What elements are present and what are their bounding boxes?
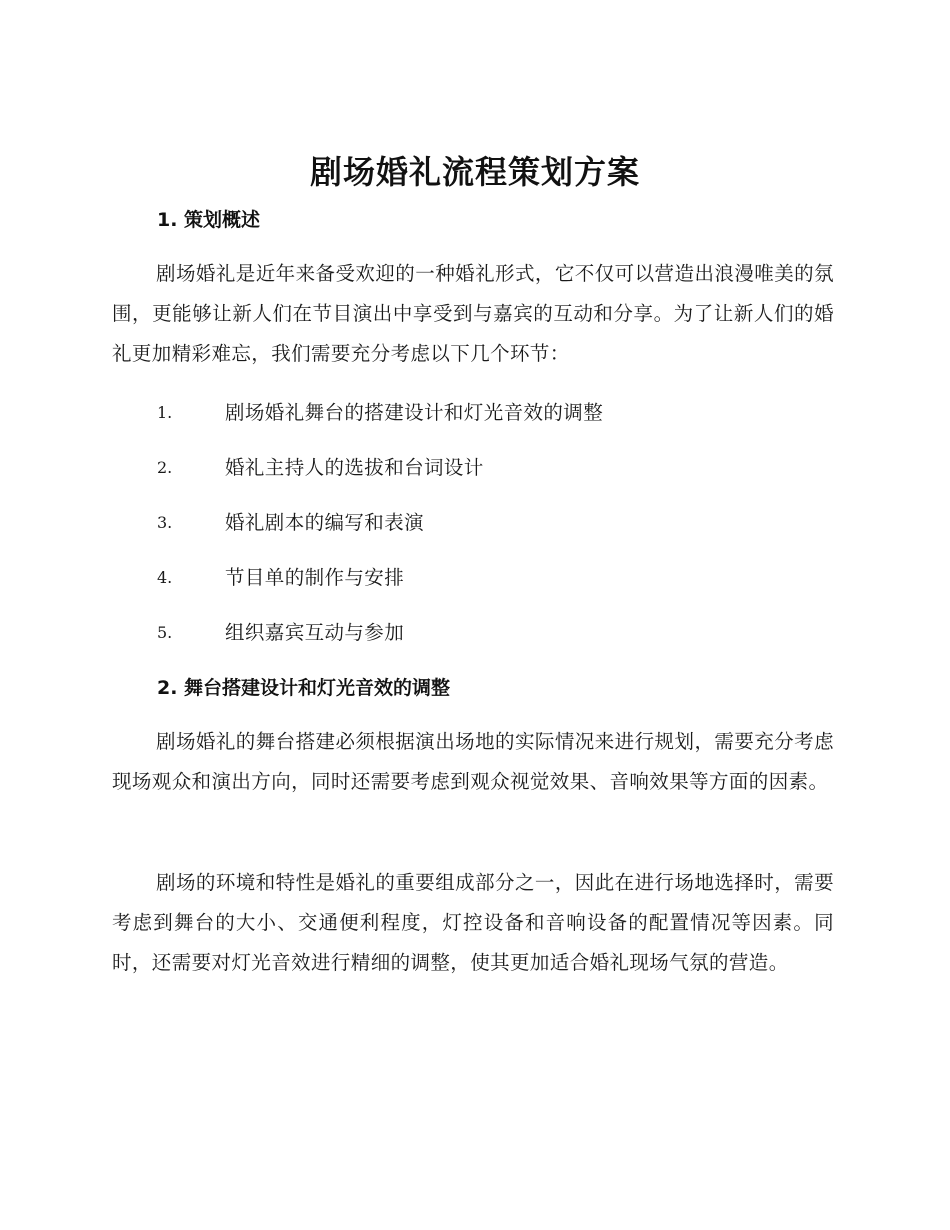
list-item-text: 组织嘉宾互动与参加 [225, 621, 405, 644]
paragraph-overview: 剧场婚礼是近年来备受欢迎的一种婚礼形式，它不仅可以营造出浪漫唯美的氛围，更能够让新人们在节目演出中享受到与嘉宾的互动和分享。为了让新人们的婚礼更加精彩难忘，我们需要充分考虑以下几个环节： [112, 262, 834, 365]
section-heading-overview: 1. 策划概述 [157, 209, 261, 231]
list-item [157, 618, 757, 648]
list-item [157, 453, 757, 483]
paragraph-stage-1: 剧场婚礼的舞台搭建必须根据演出场地的实际情况来进行规划，需要充分考虑现场观众和演出方向，同时还需要考虑到观众视觉效果、音响效果等方面的因素。 [112, 730, 834, 793]
list-item-text: 婚礼剧本的编写和表演 [225, 511, 425, 534]
list-item-text: 节目单的制作与安排 [225, 566, 405, 589]
list-item-text: 婚礼主持人的选拔和台词设计 [225, 456, 484, 479]
list-item-number: 1. [157, 403, 173, 422]
list-item [157, 398, 757, 428]
list-item-number: 5. [157, 623, 173, 642]
section-heading-stage: 2. 舞台搭建设计和灯光音效的调整 [157, 677, 451, 699]
list-item-number: 2. [157, 458, 173, 477]
list-item-number: 4. [157, 568, 173, 587]
list-item-number: 3. [157, 513, 173, 532]
list-item-text: 剧场婚礼舞台的搭建设计和灯光音效的调整 [225, 401, 604, 424]
list-item [157, 508, 757, 538]
list-item [157, 563, 757, 593]
document-title: 剧场婚礼流程策划方案 [309, 153, 640, 191]
paragraph-stage-2: 剧场的环境和特性是婚礼的重要组成部分之一，因此在进行场地选择时，需要考虑到舞台的大小、交通便利程度，灯控设备和音响设备的配置情况等因素。同时，还需要对灯光音效进行精细的调整，使其更加适合婚礼现场气氛的营造。 [112, 871, 834, 974]
